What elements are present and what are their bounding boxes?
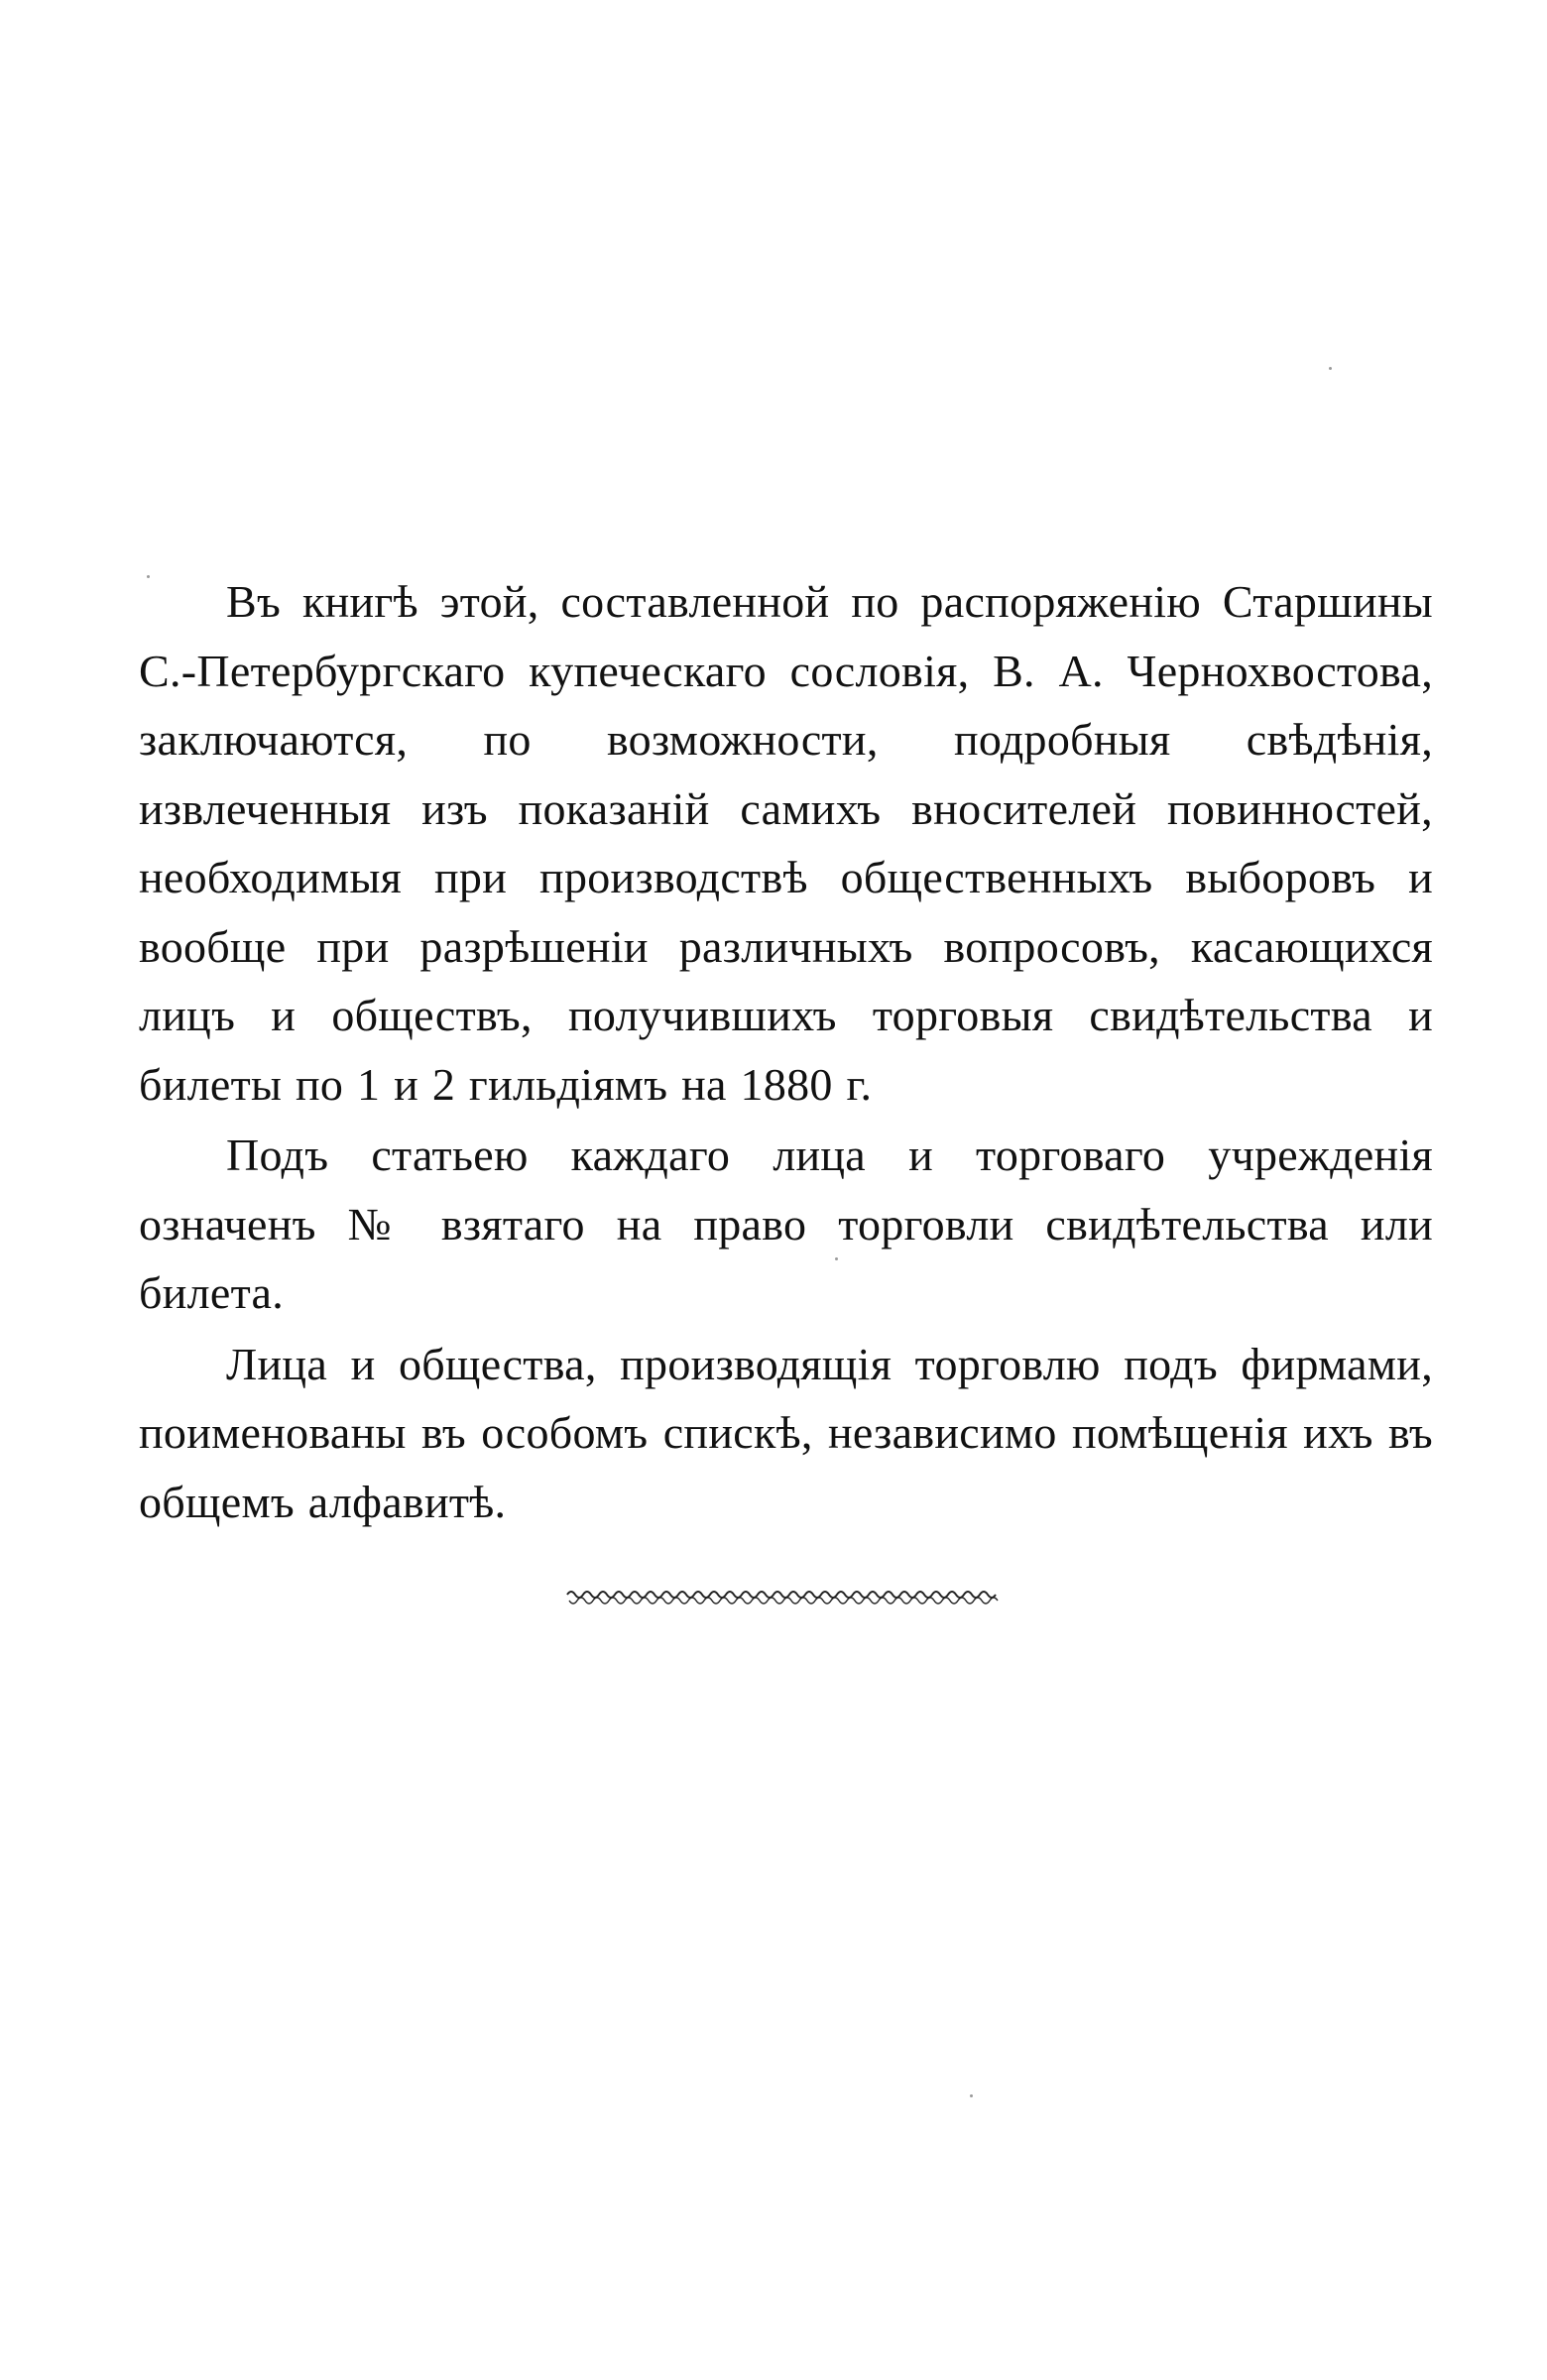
wavy-rule-icon [565, 1587, 1002, 1610]
scan-speck [970, 2094, 973, 2097]
wavy-rule-ornament [565, 1587, 1002, 1610]
scan-speck [1329, 367, 1332, 370]
preface-text [139, 567, 1433, 1536]
paragraph-numbering: Подъ статьею каждаго лица и торговаго учрежденія означенъ № взятаго на право торговли свидѣтельства или билета. [139, 1130, 1433, 1318]
scan-speck [147, 575, 150, 578]
paragraph-firms: Лица и общества, производящія торговлю подъ фирмами, поименованы въ особомъ спискѣ, независимо помѣщенія ихъ въ общемъ алфавитѣ. [139, 1338, 1433, 1527]
paragraph-intro: Въ книгѣ этой, составленной по распоряженію Старшины С.-Петербургскаго купеческаго сословія, В. А. Чернохвостова, заключаются, по возможности, подробныя свѣдѣнія, извлеченныя изъ показаній самихъ вносителей повинностей, необходимыя при производствѣ общественныхъ выборовъ и вообще при разрѣшеніи различныхъ вопросовъ, касающихся лицъ и обществъ, получившихъ торговыя свидѣтельства и билеты по 1 и 2 гильдіямъ на 1880 г. [139, 576, 1433, 1110]
scan-speck [835, 1257, 838, 1260]
